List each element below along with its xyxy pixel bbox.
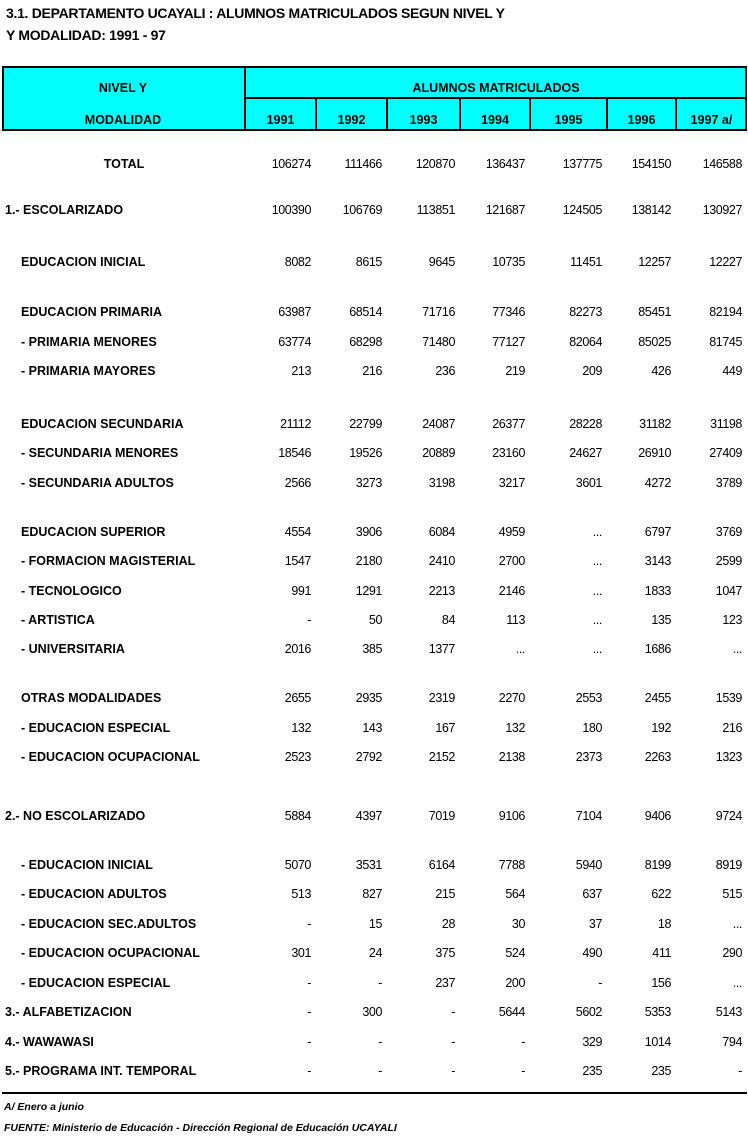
table-row: [0, 476, 748, 494]
table-row: [0, 364, 748, 382]
cell-value: 219: [505, 364, 525, 378]
cell-value: 4959: [498, 525, 525, 539]
cell-value: 12227: [709, 255, 742, 269]
table-row: [0, 554, 748, 572]
table-row: [0, 1064, 748, 1082]
row-label: EDUCACION PRIMARIA: [21, 305, 162, 319]
cell-value: 130927: [702, 203, 742, 217]
cell-value: 1047: [715, 584, 742, 598]
cell-value: 132: [291, 721, 311, 735]
cell-value: 63774: [278, 335, 311, 349]
cell-value: ...: [592, 613, 602, 627]
cell-value: ...: [592, 525, 602, 539]
cell-value: 68514: [349, 305, 382, 319]
cell-value: 385: [362, 642, 382, 656]
cell-value: 236: [435, 364, 455, 378]
cell-value: 513: [291, 887, 311, 901]
cell-value: 5602: [575, 1005, 602, 1019]
cell-value: 18546: [278, 446, 311, 460]
cell-value: 3769: [715, 525, 742, 539]
cell-value: 1539: [715, 691, 742, 705]
cell-value: 21112: [280, 417, 311, 431]
cell-value: 24: [368, 946, 382, 960]
header-label-top: NIVEL Y: [98, 81, 148, 95]
table-row: [0, 858, 748, 876]
row-label: - EDUCACION ADULTOS: [21, 887, 167, 901]
row-label: TOTAL: [103, 157, 145, 171]
cell-value: 143: [362, 721, 382, 735]
cell-value: 138142: [631, 203, 671, 217]
cell-value: 167: [435, 721, 455, 735]
cell-value: 6164: [428, 858, 455, 872]
cell-value: -: [378, 1064, 382, 1078]
cell-value: 6084: [428, 525, 455, 539]
row-label: - EDUCACION OCUPACIONAL: [21, 946, 200, 960]
cell-value: 637: [582, 887, 602, 901]
cell-value: 71480: [422, 335, 455, 349]
cell-value: 26910: [638, 446, 671, 460]
table-title-line-1: 3.1. DEPARTAMENTO UCAYALI : ALUMNOS MATRICULADOS SEGUN NIVEL Y: [6, 5, 505, 21]
cell-value: 136437: [485, 157, 525, 171]
cell-value: 375: [435, 946, 455, 960]
header-year: 1996: [627, 113, 656, 127]
cell-value: 2599: [715, 554, 742, 568]
cell-value: 290: [722, 946, 742, 960]
cell-value: 2146: [498, 584, 525, 598]
row-label: 4.- WAWAWASI: [5, 1035, 94, 1049]
cell-value: 9406: [644, 809, 671, 823]
table-row: [0, 946, 748, 964]
table-row: [0, 305, 748, 323]
cell-value: 2319: [428, 691, 455, 705]
table-row: [0, 750, 748, 768]
cell-value: 15: [368, 917, 382, 931]
cell-value: 3789: [715, 476, 742, 490]
row-label: - EDUCACION SEC.ADULTOS: [21, 917, 197, 931]
cell-value: ...: [732, 917, 742, 931]
table-row: [0, 887, 748, 905]
cell-value: ...: [732, 642, 742, 656]
cell-value: 2138: [498, 750, 525, 764]
cell-value: 2270: [498, 691, 525, 705]
cell-value: -: [307, 1064, 311, 1078]
cell-value: 329: [582, 1035, 602, 1049]
cell-value: 3273: [355, 476, 382, 490]
row-label: - EDUCACION OCUPACIONAL: [21, 750, 200, 764]
cell-value: 301: [291, 946, 311, 960]
cell-value: 235: [582, 1064, 602, 1078]
cell-value: 2263: [644, 750, 671, 764]
cell-value: -: [307, 1035, 311, 1049]
table-bottom-rule: [2, 1092, 747, 1094]
table-row: [0, 809, 748, 827]
cell-value: 209: [582, 364, 602, 378]
cell-value: 132: [505, 721, 525, 735]
cell-value: 449: [722, 364, 742, 378]
cell-value: 31182: [639, 417, 671, 431]
row-label: - EDUCACION ESPECIAL: [21, 721, 171, 735]
cell-value: 827: [362, 887, 382, 901]
cell-value: 68298: [349, 335, 382, 349]
cell-value: 146588: [702, 157, 742, 171]
cell-value: -: [307, 917, 311, 931]
cell-value: 6797: [644, 525, 671, 539]
cell-value: 28: [441, 917, 455, 931]
cell-value: -: [598, 976, 602, 990]
row-label: EDUCACION SUPERIOR: [21, 525, 166, 539]
cell-value: 2152: [428, 750, 455, 764]
row-label: - PRIMARIA MAYORES: [21, 364, 156, 378]
cell-value: 106769: [342, 203, 382, 217]
cell-value: -: [738, 1064, 742, 1078]
table-row: [0, 1035, 748, 1053]
cell-value: 100390: [271, 203, 311, 217]
cell-value: 2016: [284, 642, 311, 656]
cell-value: 3198: [428, 476, 455, 490]
table-row: [0, 203, 748, 221]
cell-value: -: [451, 1005, 455, 1019]
cell-value: 19526: [349, 446, 382, 460]
cell-value: 2523: [284, 750, 311, 764]
cell-value: 490: [582, 946, 602, 960]
cell-value: 9106: [498, 809, 525, 823]
cell-value: 63987: [278, 305, 311, 319]
cell-value: 3531: [355, 858, 382, 872]
cell-value: ...: [732, 976, 742, 990]
cell-value: 18: [657, 917, 671, 931]
cell-value: 2213: [428, 584, 455, 598]
cell-value: 426: [651, 364, 671, 378]
cell-value: 2455: [644, 691, 671, 705]
cell-value: 2935: [355, 691, 382, 705]
row-label: EDUCACION SECUNDARIA: [21, 417, 184, 431]
cell-value: 113851: [416, 203, 455, 217]
cell-value: 106274: [271, 157, 311, 171]
table-row: [0, 255, 748, 273]
header-year: 1991: [266, 113, 295, 127]
cell-value: 22799: [349, 417, 382, 431]
cell-value: 82064: [569, 335, 602, 349]
cell-value: 794: [722, 1035, 742, 1049]
table-row: [0, 917, 748, 935]
cell-value: 82273: [569, 305, 602, 319]
cell-value: 156: [651, 976, 671, 990]
cell-value: 120870: [415, 157, 455, 171]
cell-value: 5143: [715, 1005, 742, 1019]
row-label: - SECUNDARIA ADULTOS: [21, 476, 174, 490]
cell-value: 524: [505, 946, 525, 960]
cell-value: 1291: [355, 584, 382, 598]
table-row: [0, 157, 748, 175]
cell-value: 3601: [575, 476, 602, 490]
cell-value: 180: [582, 721, 602, 735]
cell-value: 2566: [284, 476, 311, 490]
cell-value: 1547: [284, 554, 311, 568]
cell-value: 37: [588, 917, 602, 931]
header-year: 1994: [481, 113, 509, 127]
cell-value: -: [521, 1064, 525, 1078]
row-label: - EDUCACION ESPECIAL: [21, 976, 171, 990]
table-row: [0, 525, 748, 543]
table-row: [0, 976, 748, 994]
cell-value: 26377: [492, 417, 525, 431]
cell-value: 31198: [710, 417, 742, 431]
cell-value: 2553: [575, 691, 602, 705]
cell-value: 2700: [498, 554, 525, 568]
row-label: OTRAS MODALIDADES: [21, 691, 162, 705]
cell-value: 5940: [575, 858, 602, 872]
table-row: [0, 691, 748, 709]
cell-value: 1686: [644, 642, 671, 656]
cell-value: 7019: [428, 809, 455, 823]
row-label: - UNIVERSITARIA: [21, 642, 125, 656]
cell-value: -: [307, 1005, 311, 1019]
cell-value: 28228: [569, 417, 602, 431]
cell-value: 1833: [644, 584, 671, 598]
cell-value: 30: [511, 917, 525, 931]
cell-value: 23160: [492, 446, 525, 460]
source-note: FUENTE: Ministerio de Educación - Dirección Regional de Educación UCAYALI: [4, 1122, 397, 1134]
cell-value: 2410: [428, 554, 455, 568]
cell-value: 121687: [485, 203, 525, 217]
cell-value: 7788: [498, 858, 525, 872]
cell-value: 216: [722, 721, 742, 735]
cell-value: 216: [362, 364, 382, 378]
cell-value: 515: [722, 887, 742, 901]
cell-value: 77346: [492, 305, 525, 319]
cell-value: 622: [651, 887, 671, 901]
cell-value: 2373: [575, 750, 602, 764]
cell-value: 20889: [422, 446, 455, 460]
header-year: 1995: [554, 113, 583, 127]
cell-value: 3143: [644, 554, 671, 568]
cell-value: 82194: [709, 305, 742, 319]
cell-value: -: [521, 1035, 525, 1049]
cell-value: ...: [592, 554, 602, 568]
header-group-title: ALUMNOS MATRICULADOS: [412, 81, 580, 95]
cell-value: 4554: [284, 525, 311, 539]
cell-value: 991: [291, 584, 311, 598]
table-row: [0, 446, 748, 464]
cell-value: 2792: [355, 750, 382, 764]
cell-value: 7104: [575, 809, 602, 823]
cell-value: 9645: [428, 255, 455, 269]
cell-value: -: [307, 976, 311, 990]
row-label: - FORMACION MAGISTERIAL: [21, 554, 196, 568]
cell-value: 9724: [715, 809, 742, 823]
cell-value: 85025: [638, 335, 671, 349]
cell-value: 12257: [638, 255, 671, 269]
cell-value: 1014: [644, 1035, 671, 1049]
cell-value: -: [451, 1064, 455, 1078]
header-year: 1992: [337, 113, 366, 127]
header-year: 1993: [409, 113, 438, 127]
row-label: 5.- PROGRAMA INT. TEMPORAL: [5, 1064, 197, 1078]
cell-value: 411: [652, 946, 671, 960]
cell-value: -: [451, 1035, 455, 1049]
cell-value: -: [378, 1035, 382, 1049]
row-label: 3.- ALFABETIZACION: [5, 1005, 132, 1019]
cell-value: 85451: [638, 305, 671, 319]
cell-value: 215: [435, 887, 455, 901]
cell-value: 11451: [570, 255, 602, 269]
cell-value: ...: [592, 642, 602, 656]
cell-value: 71716: [422, 305, 455, 319]
cell-value: 5884: [284, 809, 311, 823]
cell-value: 77127: [492, 335, 525, 349]
cell-value: -: [307, 613, 311, 627]
cell-value: 1377: [428, 642, 455, 656]
cell-value: ...: [592, 584, 602, 598]
cell-value: 4397: [355, 809, 382, 823]
table-row: [0, 721, 748, 739]
table-row: [0, 584, 748, 602]
cell-value: 10735: [492, 255, 525, 269]
cell-value: 135: [651, 613, 671, 627]
cell-value: 24627: [569, 446, 602, 460]
cell-value: 192: [651, 721, 671, 735]
cell-value: 113: [506, 613, 525, 627]
table-row: [0, 642, 748, 660]
cell-value: -: [378, 976, 382, 990]
cell-value: 81745: [709, 335, 742, 349]
cell-value: 235: [651, 1064, 671, 1078]
cell-value: 2655: [284, 691, 311, 705]
cell-value: 1323: [715, 750, 742, 764]
row-label: - SECUNDARIA MENORES: [21, 446, 179, 460]
cell-value: 124505: [562, 203, 602, 217]
cell-value: 213: [291, 364, 311, 378]
row-label: - ARTISTICA: [21, 613, 95, 627]
table-row: [0, 613, 748, 631]
cell-value: 123: [722, 613, 742, 627]
cell-value: 8615: [355, 255, 382, 269]
header-label-bottom: MODALIDAD: [84, 113, 162, 127]
row-label: 2.- NO ESCOLARIZADO: [5, 809, 146, 823]
cell-value: 111466: [344, 157, 382, 171]
table-title-line-2: Y MODALIDAD: 1991 - 97: [6, 27, 166, 43]
header-year: 1997 a/: [690, 113, 733, 127]
table-row: [0, 417, 748, 435]
cell-value: 300: [362, 1005, 382, 1019]
cell-value: 154150: [631, 157, 671, 171]
cell-value: 237: [435, 976, 455, 990]
cell-value: 8082: [284, 255, 311, 269]
cell-value: 2180: [355, 554, 382, 568]
cell-value: 137775: [562, 157, 602, 171]
cell-value: 27409: [709, 446, 742, 460]
row-label: - TECNOLOGICO: [21, 584, 122, 598]
footnote: A/ Enero a junio: [4, 1101, 84, 1113]
cell-value: 84: [441, 613, 455, 627]
row-label: EDUCACION INICIAL: [21, 255, 146, 269]
cell-value: 4272: [644, 476, 671, 490]
row-label: - PRIMARIA MENORES: [21, 335, 157, 349]
cell-value: 24087: [422, 417, 455, 431]
cell-value: 3217: [498, 476, 525, 490]
cell-value: 50: [368, 613, 382, 627]
table-row: [0, 1005, 748, 1023]
cell-value: 5353: [644, 1005, 671, 1019]
cell-value: 564: [505, 887, 525, 901]
row-label: 1.- ESCOLARIZADO: [5, 203, 124, 217]
cell-value: 3906: [355, 525, 382, 539]
cell-value: 8199: [644, 858, 671, 872]
cell-value: 200: [505, 976, 525, 990]
table-row: [0, 335, 748, 353]
cell-value: 8919: [715, 858, 742, 872]
cell-value: ...: [515, 642, 525, 656]
header-divider: [244, 97, 747, 99]
row-label: - EDUCACION INICIAL: [21, 858, 153, 872]
cell-value: 5070: [284, 858, 311, 872]
cell-value: 5644: [498, 1005, 525, 1019]
